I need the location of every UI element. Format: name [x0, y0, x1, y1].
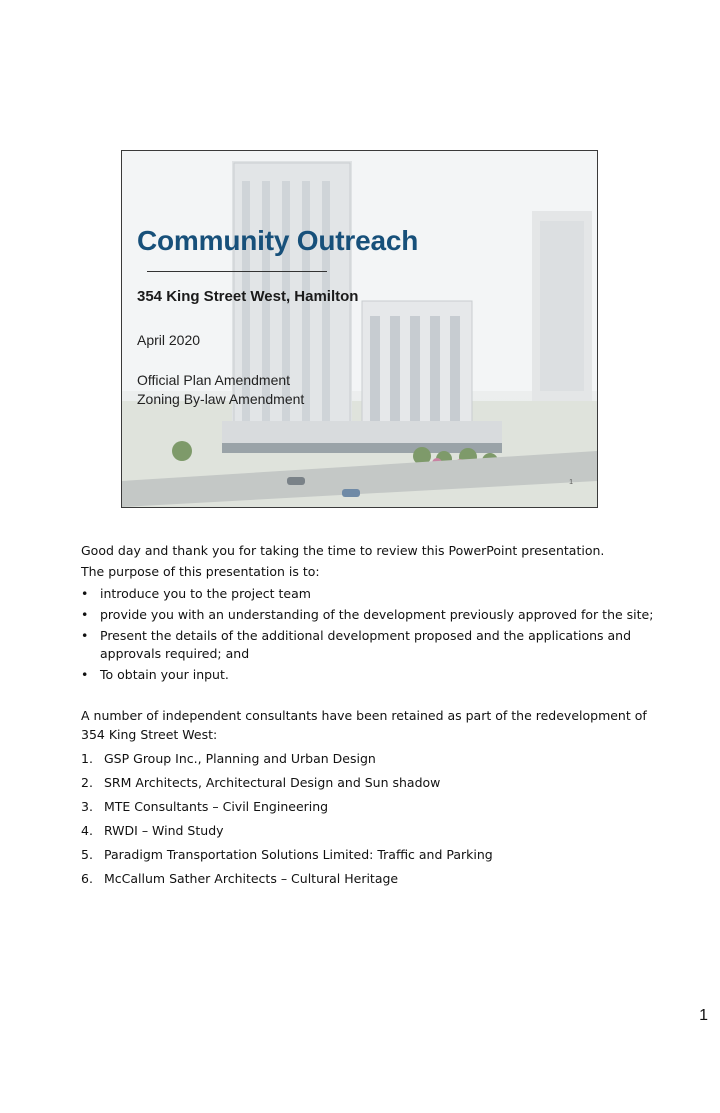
- slide-application-list: [137, 371, 304, 409]
- list-item: 6. McCallum Sather Architects – Cultural Heritage: [81, 871, 399, 886]
- notes-intro-line: Good day and thank you for taking the time to review this PowerPoint presentation.: [81, 543, 605, 558]
- application-line: Zoning By-law Amendment: [137, 391, 305, 407]
- slide-thumbnail: [121, 150, 598, 508]
- speaker-notes: [81, 540, 661, 891]
- list-item: 3. MTE Consultants – Civil Engineering: [81, 799, 329, 814]
- purpose-list: [81, 585, 661, 684]
- consultants-intro: A number of independent consultants have been retained as part of the redevelopment of 354 King Street West:: [81, 708, 647, 742]
- consultants-list: [81, 747, 661, 891]
- building-rendering-icon: [122, 151, 597, 507]
- bullet-icon: •: [81, 586, 89, 601]
- list-item: • introduce you to the project team: [81, 586, 311, 601]
- application-line: Official Plan Amendment: [137, 372, 291, 388]
- slide-title: Community Outreach: [137, 225, 419, 256]
- title-divider: [147, 271, 327, 272]
- list-item: 2. SRM Architects, Architectural Design and Sun shadow: [81, 775, 441, 790]
- bullet-icon: •: [81, 667, 89, 682]
- list-item: 1. GSP Group Inc., Planning and Urban Design: [81, 751, 376, 766]
- notes-intro-line: The purpose of this presentation is to:: [81, 564, 320, 579]
- list-item: • provide you with an understanding of the development previously approved for the site;: [81, 607, 654, 622]
- list-item: 5. Paradigm Transportation Solutions Limited: Traffic and Parking: [81, 847, 493, 862]
- slide-number: 1: [569, 479, 573, 486]
- slide-date: April 2020: [137, 332, 201, 348]
- bullet-icon: •: [81, 607, 89, 622]
- bullet-icon: •: [81, 628, 89, 643]
- list-item: 4. RWDI – Wind Study: [81, 823, 224, 838]
- slide-subtitle: 354 King Street West, Hamilton: [137, 288, 359, 305]
- list-item: • To obtain your input.: [81, 667, 229, 682]
- list-item: • Present the details of the additional development proposed and the applications and approvals required; and: [81, 628, 632, 661]
- page-number: 1: [699, 1007, 708, 1024]
